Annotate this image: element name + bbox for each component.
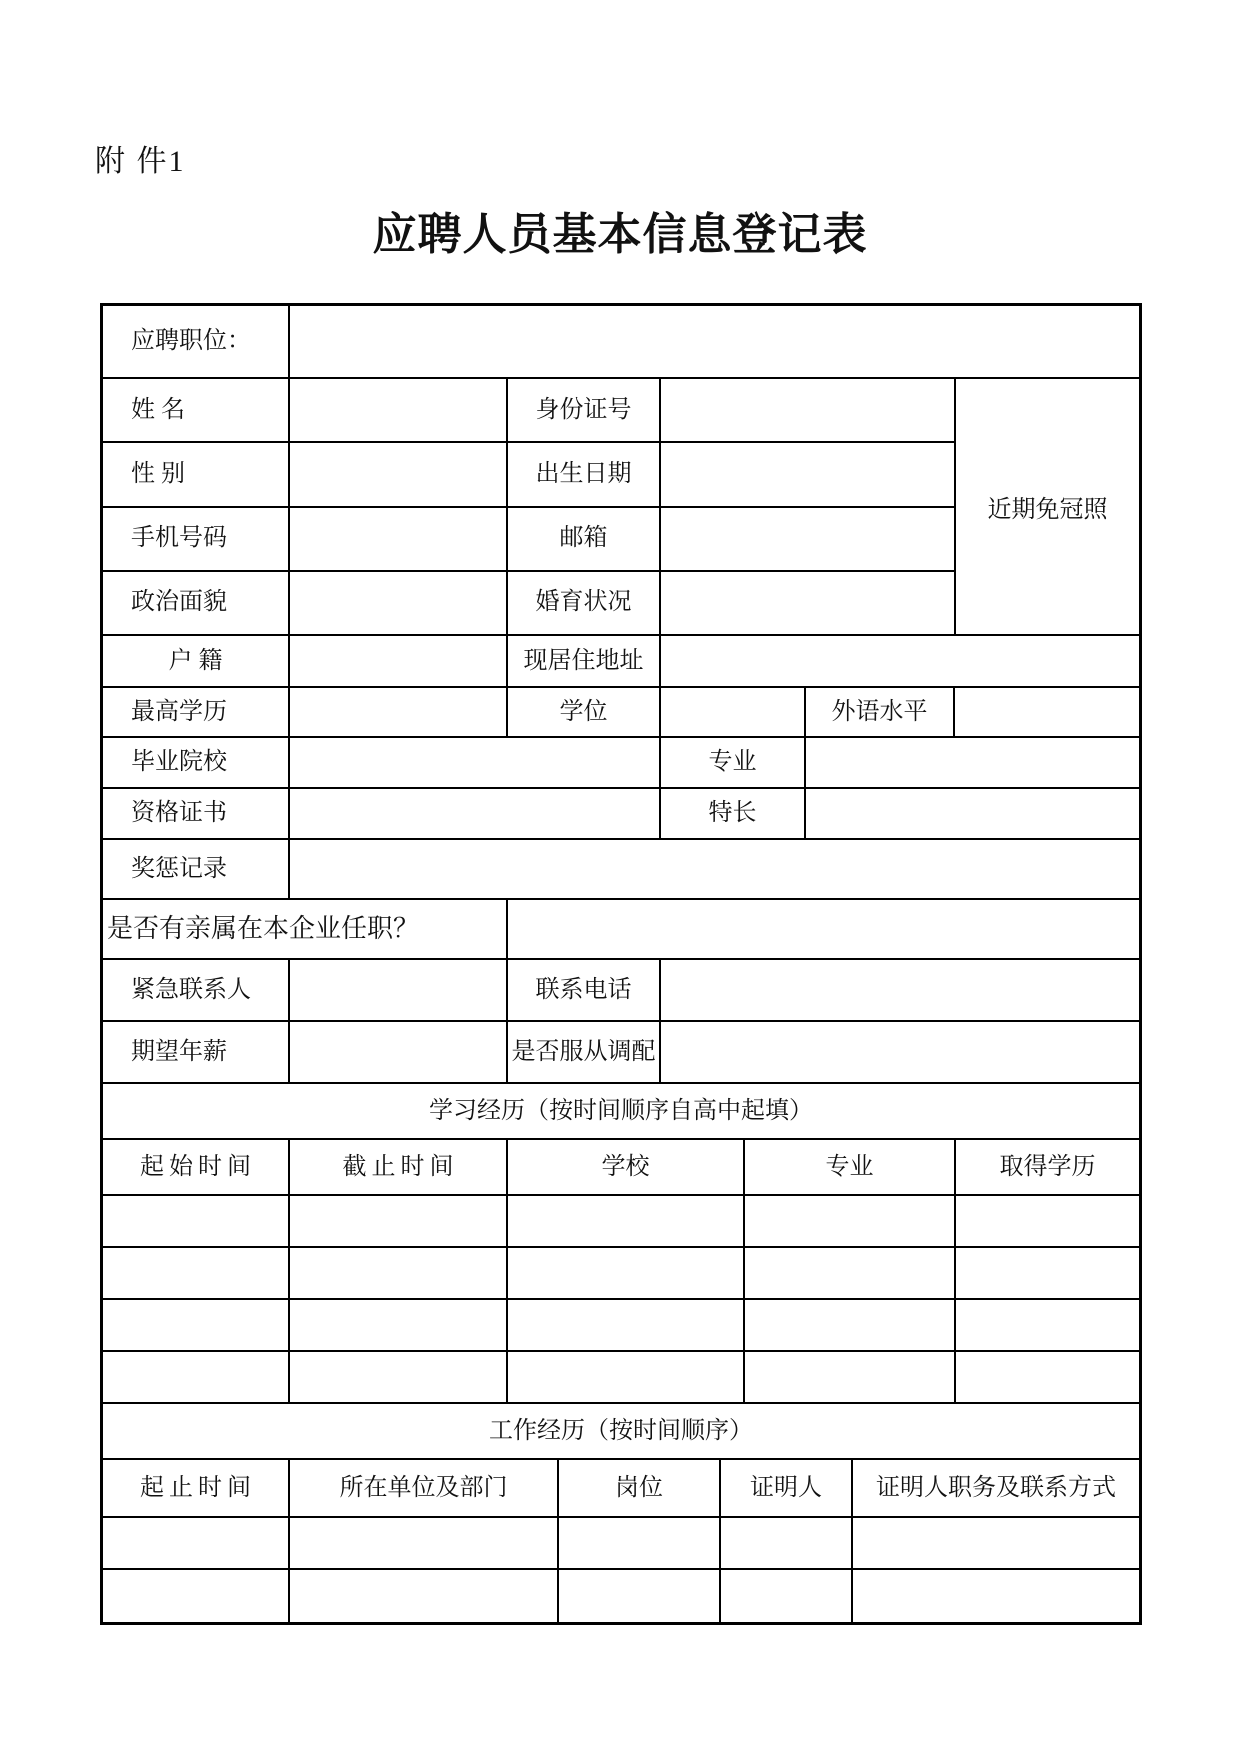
form-rows-personal — [103, 379, 1139, 636]
work-section-title: 工作经历（按时间顺序） — [489, 1417, 753, 1444]
name-input[interactable] — [290, 379, 508, 441]
work-empty-row — [103, 1518, 1139, 1570]
household-label: 户 籍 — [103, 636, 290, 686]
edu-cell-degree[interactable] — [956, 1196, 1139, 1246]
obey-assignment-label: 是否服从调配 — [508, 1022, 661, 1082]
form-row-household — [103, 636, 1139, 688]
work-col-employer: 所在单位及部门 — [290, 1460, 559, 1516]
edu-cell-school[interactable] — [508, 1352, 745, 1402]
registration-form-table — [100, 303, 1142, 1625]
form-row-certificates — [103, 789, 1139, 840]
reward-punishment-input[interactable] — [290, 840, 1139, 898]
highest-education-label: 最高学历 — [103, 688, 290, 736]
degree-label: 学位 — [508, 688, 661, 736]
emergency-contact-label: 紧急联系人 — [103, 960, 290, 1020]
edu-col-school: 学校 — [508, 1140, 745, 1194]
expected-salary-label: 期望年薪 — [103, 1022, 290, 1082]
form-row-salary — [103, 1022, 1139, 1084]
id-number-input[interactable] — [661, 379, 956, 441]
work-cell-reference[interactable] — [721, 1518, 853, 1568]
contact-phone-label: 联系电话 — [508, 960, 661, 1020]
relatives-question-input[interactable] — [508, 900, 1139, 958]
expected-salary-input[interactable] — [290, 1022, 508, 1082]
edu-cell-major[interactable] — [745, 1248, 956, 1298]
photo-placeholder-cell[interactable]: 近期免冠照 — [987, 497, 1108, 523]
birth-date-input[interactable] — [661, 443, 956, 505]
education-empty-row — [103, 1300, 1139, 1352]
form-row-emergency — [103, 960, 1139, 1022]
edu-cell-start-time[interactable] — [103, 1300, 290, 1350]
education-header-row — [103, 1140, 1139, 1196]
edu-cell-start-time[interactable] — [103, 1352, 290, 1402]
page-title: 应聘人员基本信息登记表 — [372, 210, 868, 259]
emergency-contact-input[interactable] — [290, 960, 508, 1020]
degree-input[interactable] — [661, 688, 806, 736]
edu-cell-end-time[interactable] — [290, 1248, 508, 1298]
work-col-reference-contact: 证明人职务及联系方式 — [876, 1474, 1116, 1501]
household-input[interactable] — [290, 636, 508, 686]
foreign-language-input[interactable] — [955, 688, 1139, 736]
edu-cell-end-time[interactable] — [290, 1352, 508, 1402]
work-col-reference: 证明人 — [721, 1460, 853, 1516]
gender-input[interactable] — [290, 443, 508, 505]
edu-cell-degree[interactable] — [956, 1300, 1139, 1350]
major-input[interactable] — [806, 738, 1139, 787]
edu-col-major: 专业 — [745, 1140, 956, 1194]
work-cell-employer[interactable] — [290, 1570, 559, 1622]
marital-status-label: 婚育状况 — [508, 572, 661, 634]
work-cell-period[interactable] — [103, 1570, 290, 1622]
reward-punishment-label: 奖惩记录 — [103, 840, 290, 898]
edu-cell-start-time[interactable] — [103, 1196, 290, 1246]
edu-col-start-time: 起始时间 — [103, 1140, 290, 1194]
position-label: 应聘职位： — [103, 306, 290, 377]
education-empty-row — [103, 1196, 1139, 1248]
work-header-row — [103, 1460, 1139, 1518]
certificates-input[interactable] — [290, 789, 661, 838]
edu-cell-degree[interactable] — [956, 1352, 1139, 1402]
form-row-position — [103, 306, 1139, 379]
edu-cell-major[interactable] — [745, 1300, 956, 1350]
major-label: 专业 — [661, 738, 806, 787]
work-col-position: 岗位 — [559, 1460, 721, 1516]
work-empty-row — [103, 1570, 1139, 1622]
attachment-label: 附 件1 — [95, 145, 186, 178]
relatives-question-label: 是否有亲属在本企业任职？ — [103, 900, 508, 958]
foreign-language-label: 外语水平 — [806, 688, 955, 736]
edu-cell-school[interactable] — [508, 1300, 745, 1350]
work-cell-reference[interactable] — [721, 1570, 853, 1622]
contact-phone-input[interactable] — [661, 960, 1139, 1020]
edu-cell-major[interactable] — [745, 1352, 956, 1402]
highest-education-input[interactable] — [290, 688, 508, 736]
graduate-school-label: 毕业院校 — [103, 738, 290, 787]
work-cell-position[interactable] — [559, 1570, 721, 1622]
edu-col-end-time: 截止时间 — [290, 1140, 508, 1194]
work-cell-employer[interactable] — [290, 1518, 559, 1568]
birth-date-label: 出生日期 — [508, 443, 661, 505]
education-empty-row — [103, 1352, 1139, 1404]
form-row-name — [103, 379, 956, 443]
graduate-school-input[interactable] — [290, 738, 661, 787]
edu-cell-school[interactable] — [508, 1196, 745, 1246]
edu-cell-end-time[interactable] — [290, 1300, 508, 1350]
personal-fields-block — [103, 379, 956, 634]
edu-cell-start-time[interactable] — [103, 1248, 290, 1298]
form-row-relatives — [103, 900, 1139, 960]
email-input[interactable] — [661, 508, 956, 570]
obey-assignment-input[interactable] — [661, 1022, 1139, 1082]
mobile-input[interactable] — [290, 508, 508, 570]
current-address-label: 现居住地址 — [508, 636, 661, 686]
political-status-input[interactable] — [290, 572, 508, 634]
form-row-school — [103, 738, 1139, 789]
edu-cell-degree[interactable] — [956, 1248, 1139, 1298]
marital-status-input[interactable] — [661, 572, 956, 634]
education-empty-row — [103, 1248, 1139, 1300]
form-row-records — [103, 840, 1139, 900]
education-section-title: 学习经历（按时间顺序自高中起填） — [429, 1097, 813, 1124]
work-cell-reference-contact[interactable] — [853, 1518, 1139, 1568]
work-cell-position[interactable] — [559, 1518, 721, 1568]
political-status-label: 政治面貌 — [103, 572, 290, 634]
work-cell-reference-contact[interactable] — [853, 1570, 1139, 1622]
work-section-header-row — [103, 1404, 1139, 1460]
specialty-label: 特长 — [661, 789, 806, 838]
form-row-political-status — [103, 572, 956, 634]
form-row-gender — [103, 443, 956, 507]
edu-cell-end-time[interactable] — [290, 1196, 508, 1246]
edu-cell-major[interactable] — [745, 1196, 956, 1246]
edu-col-degree: 取得学历 — [999, 1153, 1096, 1180]
form-row-mobile — [103, 508, 956, 572]
certificates-label: 资格证书 — [103, 789, 290, 838]
specialty-input[interactable] — [806, 789, 1139, 838]
gender-label: 性 别 — [103, 443, 290, 505]
work-cell-period[interactable] — [103, 1518, 290, 1568]
current-address-input[interactable] — [661, 636, 1139, 686]
mobile-label: 手机号码 — [103, 508, 290, 570]
form-row-education — [103, 688, 1139, 738]
id-number-label: 身份证号 — [508, 379, 661, 441]
edu-cell-school[interactable] — [508, 1248, 745, 1298]
education-section-header-row — [103, 1084, 1139, 1140]
work-col-period: 起止时间 — [103, 1460, 290, 1516]
email-label: 邮箱 — [508, 508, 661, 570]
name-label: 姓 名 — [103, 379, 290, 441]
position-input[interactable] — [290, 306, 1139, 377]
